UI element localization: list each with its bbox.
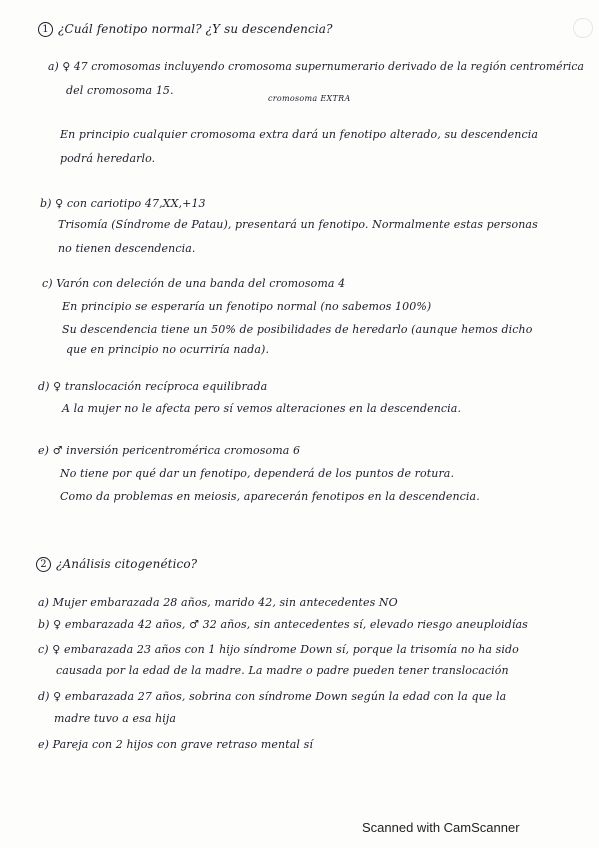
item-1b-letter: b) bbox=[40, 197, 52, 210]
item-1e-letter: e) bbox=[38, 444, 50, 457]
item-1d-letter: d) bbox=[38, 380, 50, 393]
item-2e-line1 bbox=[38, 738, 313, 751]
section-1-question: ¿Cuál fenotipo normal? ¿Y su descendencia? bbox=[58, 22, 333, 36]
section-2-question: ¿Análisis citogenético? bbox=[56, 557, 198, 571]
item-2b-text1: ♀ embarazada 42 años, ♂ 32 años, sin antecedentes sí, elevado riesgo aneuploidías bbox=[53, 618, 528, 631]
item-1e-text1: ♂ inversión pericentromérica cromosoma 6 bbox=[52, 444, 301, 457]
item-1a-line1 bbox=[48, 60, 584, 73]
item-2c-text1: ♀ embarazada 23 años con 1 hijo síndrome Down sí, porque la trisomía no ha sido bbox=[52, 643, 519, 656]
item-1a-line2: del cromosoma 15. bbox=[66, 84, 174, 97]
item-2e-text1: Pareja con 2 hijos con grave retraso mental sí bbox=[52, 738, 313, 751]
item-1e-line2: No tiene por qué dar un fenotipo, dependerá de los puntos de rotura. bbox=[60, 467, 455, 480]
item-2a-letter: a) bbox=[38, 596, 50, 609]
item-1c-text1: Varón con deleción de una banda del cromosoma 4 bbox=[56, 277, 346, 290]
section-1-heading bbox=[38, 22, 333, 37]
item-2a-text1: Mujer embarazada 28 años, marido 42, sin antecedentes NO bbox=[52, 596, 398, 609]
item-1b-line1 bbox=[40, 197, 206, 210]
item-1c-line3: Su descendencia tiene un 50% de posibilidades de heredarlo (aunque hemos dicho bbox=[62, 323, 533, 336]
section-1-number: 1 bbox=[38, 22, 53, 37]
bleed-through-mark bbox=[573, 18, 593, 38]
item-2c-letter: c) bbox=[38, 643, 49, 656]
item-2c-line1 bbox=[38, 643, 519, 656]
item-2b-line1 bbox=[38, 618, 528, 631]
item-1c-letter: c) bbox=[42, 277, 53, 290]
item-2c-line2: causada por la edad de la madre. La madre o padre pueden tener translocación bbox=[56, 664, 509, 677]
item-2d-line1 bbox=[38, 690, 506, 703]
item-1a-line3: En principio cualquier cromosoma extra dará un fenotipo alterado, su descendencia bbox=[60, 128, 538, 141]
item-2b-letter: b) bbox=[38, 618, 50, 631]
item-1b-text1: ♀ con cariotipo 47,XX,+13 bbox=[55, 197, 206, 210]
item-1a-line4: podrá heredarlo. bbox=[60, 152, 156, 165]
item-1c-line1 bbox=[42, 277, 345, 290]
item-2e-letter: e) bbox=[38, 738, 50, 751]
item-1d-line1 bbox=[38, 380, 267, 393]
item-1c-line4: que en principio no ocurriría nada). bbox=[66, 343, 270, 356]
item-1e-line3: Como da problemas en meiosis, aparecerán fenotipos en la descendencia. bbox=[60, 490, 480, 503]
item-1a-note: cromosoma EXTRA bbox=[268, 94, 351, 103]
item-2a-line1 bbox=[38, 596, 398, 609]
item-1b-line3: no tienen descendencia. bbox=[58, 242, 196, 255]
item-1c-line2: En principio se esperaría un fenotipo normal (no sabemos 100%) bbox=[62, 300, 432, 313]
section-2-heading bbox=[36, 557, 197, 572]
item-1d-text1: ♀ translocación recíproca equilibrada bbox=[53, 380, 268, 393]
section-2-number: 2 bbox=[36, 557, 51, 572]
item-1a-text1: ♀ 47 cromosomas incluyendo cromosoma supernumerario derivado de la región centromérica bbox=[62, 60, 584, 73]
item-2d-line2: madre tuvo a esa hija bbox=[54, 712, 177, 725]
scanner-watermark: Scanned with CamScanner bbox=[362, 820, 520, 835]
item-1b-line2: Trisomía (Síndrome de Patau), presentará un fenotipo. Normalmente estas personas bbox=[58, 218, 538, 231]
item-1e-line1 bbox=[38, 444, 300, 457]
item-1d-line2: A la mujer no le afecta pero sí vemos alteraciones en la descendencia. bbox=[62, 402, 462, 415]
item-2d-letter: d) bbox=[38, 690, 50, 703]
item-2d-text1: ♀ embarazada 27 años, sobrina con síndrome Down según la edad con la que la bbox=[53, 690, 507, 703]
item-1a-letter: a) bbox=[48, 60, 59, 73]
